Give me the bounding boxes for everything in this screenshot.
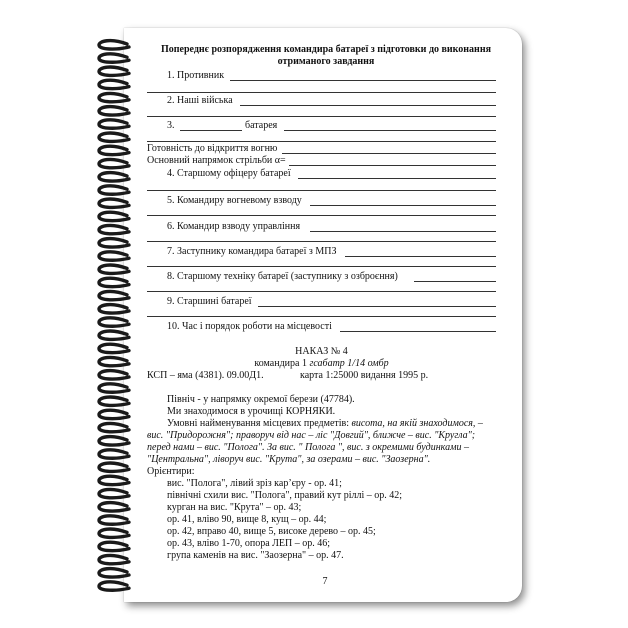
- order-north: Північ - у напрямку окремої берези (47784).: [167, 394, 355, 405]
- direction-label: Основний напрямок стрільби α=: [147, 155, 286, 166]
- direction-line: [289, 165, 496, 166]
- spiral-ring: [99, 555, 129, 563]
- order-names-line-3: перед нами – вис. "Полога". За вис. " Полога ", вис. з окремими будинками –: [147, 442, 469, 453]
- field-5-label: 5. Командиру вогневому взводу: [167, 195, 302, 206]
- spiral-ring: [99, 516, 129, 524]
- spiral-ring: [99, 305, 129, 313]
- spiral-ring: [99, 120, 129, 128]
- landmark-item: ор. 43, вліво 1-70, опора ЛЕП – ор. 46;: [167, 538, 331, 549]
- header-title: Попереднє розпорядження командира батареї з підготовки до виконання: [160, 44, 491, 55]
- order-names-line-2: вис. "Придорожня"; праворуч від нас – ліс "Довгий", ближче – вис. "Кругла";: [147, 430, 476, 441]
- spiral-ring: [99, 529, 129, 537]
- spiral-ring: [99, 278, 129, 286]
- spiral-ring: [99, 489, 129, 497]
- field-2-label: 2. Наші війська: [167, 95, 233, 106]
- spiral-ring: [99, 173, 129, 181]
- field-3-line-2: [147, 141, 496, 142]
- spiral-ring: [99, 67, 129, 75]
- field-3-blank: [180, 130, 242, 131]
- field-10-line: [340, 331, 496, 332]
- landmark-item: ор. 42, вправо 40, вище 5, високе дерево – ор. 45;: [167, 526, 376, 537]
- field-8-line-2: [147, 291, 496, 292]
- order-ksp: КСП – яма (4381). 09.00Д1.: [147, 370, 264, 381]
- field-3-number: 3.: [167, 120, 175, 131]
- spiral-ring: [99, 146, 129, 154]
- order-names-line-4: "Центральна", ліворуч вис. "Крута", за озерами – вис. "Заозерна".: [147, 454, 431, 465]
- spiral-ring: [99, 225, 129, 233]
- field-9-line: [258, 306, 496, 307]
- landmarks-label: Орієнтири:: [147, 466, 195, 477]
- spiral-ring: [99, 239, 129, 247]
- spiral-ring: [99, 437, 129, 445]
- spiral-ring: [99, 186, 129, 194]
- field-5-line: [310, 205, 496, 206]
- order-subtitle: командира 1 гсабатр 1/14 омбр: [254, 358, 389, 369]
- field-10-label: 10. Час і порядок роботи на місцевості: [167, 321, 332, 332]
- spiral-ring: [99, 463, 129, 471]
- field-9-label: 9. Старшині батареї: [167, 296, 252, 307]
- field-3-line: [284, 130, 496, 131]
- landmark-item: ор. 41, вліво 90, вище 8, кущ – ор. 44;: [167, 514, 327, 525]
- spiral-ring: [99, 569, 129, 577]
- field-8-line: [414, 281, 496, 282]
- field-6-line-2: [147, 241, 496, 242]
- spiral-ring: [99, 476, 129, 484]
- spiral-ring: [99, 582, 129, 590]
- spiral-binding: [93, 36, 135, 592]
- spiral-ring: [99, 265, 129, 273]
- field-4-label: 4. Старшому офіцеру батареї: [167, 168, 291, 179]
- spiral-ring: [99, 371, 129, 379]
- field-6-line: [310, 231, 496, 232]
- spiral-ring: [99, 542, 129, 550]
- spiral-ring: [99, 54, 129, 62]
- field-4-line: [298, 178, 496, 179]
- order-title: НАКАЗ № 4: [295, 346, 348, 357]
- field-1-line-2: [147, 92, 496, 93]
- spiral-ring: [99, 450, 129, 458]
- order-names-line-1: Умовні найменування місцевих предметів: висота, на якій знаходимося, –: [167, 418, 483, 429]
- spiral-ring: [99, 252, 129, 260]
- spiral-ring: [99, 384, 129, 392]
- spiral-ring: [99, 397, 129, 405]
- field-6-label: 6. Командир взводу управління: [167, 221, 301, 232]
- spiral-ring: [99, 159, 129, 167]
- spiral-ring: [99, 331, 129, 339]
- spiral-ring: [99, 133, 129, 141]
- spiral-ring: [99, 80, 129, 88]
- field-2-line-2: [147, 116, 496, 117]
- landmark-item: курган на вис. "Крута" – ор. 43;: [167, 502, 302, 513]
- spiral-ring: [99, 423, 129, 431]
- spiral-ring: [99, 107, 129, 115]
- order-location: Ми знаходимося в урочищі КОРНЯКИ.: [167, 406, 336, 417]
- field-7-line: [345, 256, 496, 257]
- field-2-line: [240, 105, 496, 106]
- spiral-ring: [99, 212, 129, 220]
- spiral-ring: [99, 199, 129, 207]
- field-9-line-2: [147, 316, 496, 317]
- landmark-item: група каменів на вис. "Заозерна" – ор. 47.: [167, 550, 344, 561]
- spiral-ring: [99, 410, 129, 418]
- spiral-ring: [99, 93, 129, 101]
- field-3-label: батарея: [245, 120, 278, 131]
- page-number: 7: [322, 576, 328, 587]
- order-map: карта 1:25000 видання 1995 р.: [300, 370, 429, 381]
- spiral-ring: [99, 291, 129, 299]
- spiral-ring: [99, 344, 129, 352]
- spiral-ring: [99, 357, 129, 365]
- spiral-ring: [99, 503, 129, 511]
- field-1-line: [230, 80, 496, 81]
- landmark-item: північні схили вис. "Полога", правий кут ріллі – ор. 42;: [167, 490, 403, 501]
- field-8-label: 8. Старшому техніку батареї (заступнику з озброєння): [167, 271, 398, 282]
- field-1-label: 1. Противник: [167, 70, 225, 81]
- field-5-line-2: [147, 215, 496, 216]
- landmark-item: вис. "Полога", лівий зріз кар’єру - ор. 41;: [167, 478, 342, 489]
- spiral-ring: [99, 41, 129, 49]
- field-7-label: 7. Заступнику командира батареї з МПЗ: [167, 246, 337, 257]
- readiness-line: [282, 153, 496, 154]
- readiness-label: Готовність до відкриття вогню: [147, 143, 278, 154]
- field-4-line-2: [147, 190, 496, 191]
- header-subtitle: отриманого завдання: [277, 56, 375, 67]
- field-7-line-2: [147, 266, 496, 267]
- spiral-ring: [99, 318, 129, 326]
